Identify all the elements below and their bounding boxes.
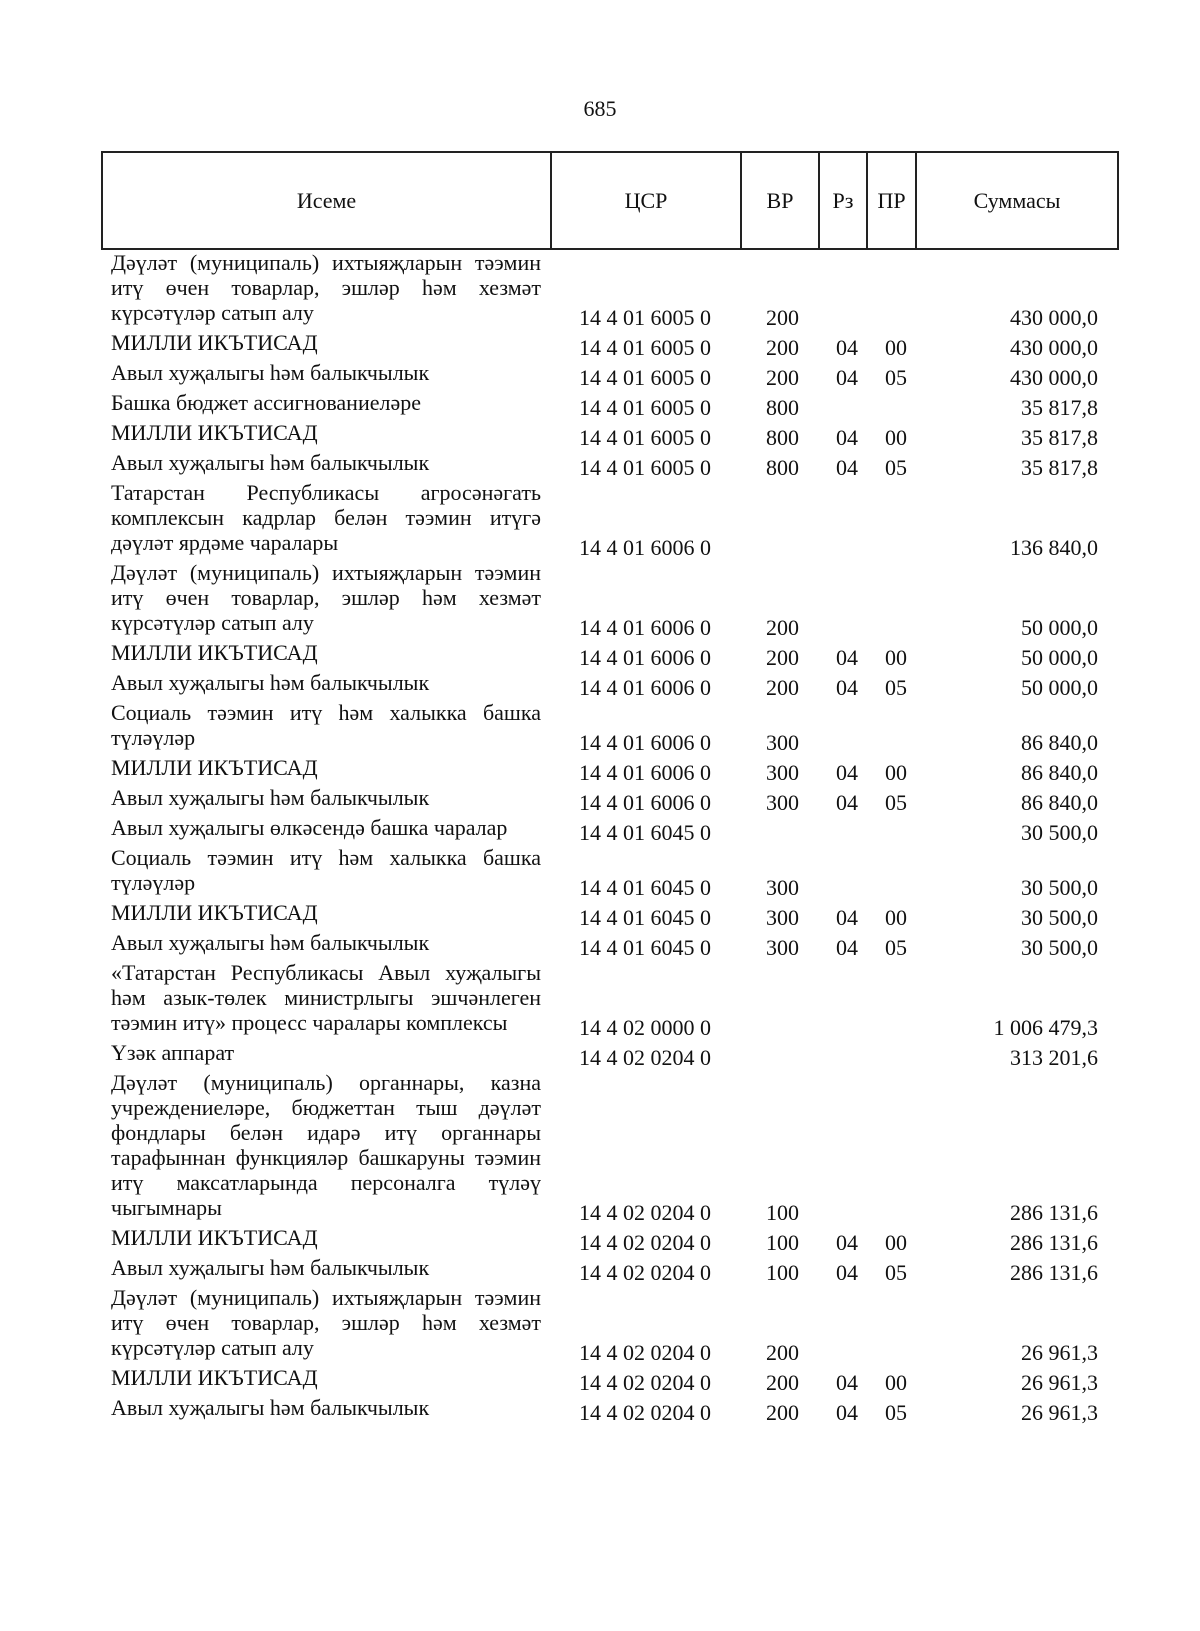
- row-pr: 05: [885, 935, 907, 960]
- row-csr: 14 4 02 0204 0: [579, 1370, 711, 1395]
- row-name: Дәүләт (муниципаль) ихтыяҗларын тәэмин итү өчен товарлар, эшләр һәм хезмәт күрсәтүләр сатып алу: [111, 560, 541, 635]
- row-sum: 30 500,0: [1021, 875, 1098, 900]
- table-row: [0, 360, 1200, 390]
- row-pr: 00: [885, 1230, 907, 1255]
- row-sum: 86 840,0: [1021, 730, 1098, 755]
- table-row: [0, 1395, 1200, 1425]
- row-csr: 14 4 01 6045 0: [579, 935, 711, 960]
- table-row: [0, 930, 1200, 960]
- table-row: [0, 815, 1200, 845]
- row-csr: 14 4 01 6006 0: [579, 535, 711, 560]
- table-row: [0, 420, 1200, 450]
- table-row: [0, 1225, 1200, 1255]
- row-sum: 1 006 479,3: [993, 1015, 1098, 1040]
- header-vr: ВР: [741, 152, 819, 249]
- row-sum: 35 817,8: [1021, 395, 1098, 420]
- row-sum: 30 500,0: [1021, 935, 1098, 960]
- table-row: [0, 480, 1200, 560]
- row-vr: 200: [766, 305, 799, 330]
- row-vr: 800: [766, 455, 799, 480]
- row-rz: 04: [836, 905, 858, 930]
- row-rz: 04: [836, 645, 858, 670]
- header-pr: ПР: [867, 152, 916, 249]
- table-body: [0, 250, 1200, 1425]
- row-name: Авыл хуҗалыгы һәм балыкчылык: [111, 785, 430, 810]
- row-name: Авыл хуҗалыгы һәм балыкчылык: [111, 1255, 430, 1280]
- row-vr: 300: [766, 905, 799, 930]
- row-name: МИЛЛИ ИКЪТИСАД: [111, 1225, 318, 1250]
- row-csr: 14 4 02 0204 0: [579, 1045, 711, 1070]
- row-rz: 04: [836, 1400, 858, 1425]
- table-header: [101, 151, 1119, 250]
- row-pr: 05: [885, 365, 907, 390]
- row-vr: 300: [766, 730, 799, 755]
- row-csr: 14 4 01 6006 0: [579, 615, 711, 640]
- row-csr: 14 4 01 6005 0: [579, 335, 711, 360]
- row-name: Социаль тәэмин итү һәм халыкка башка түләүләр: [111, 845, 541, 895]
- row-sum: 430 000,0: [1010, 335, 1098, 360]
- row-sum: 313 201,6: [1010, 1045, 1098, 1070]
- table-row: [0, 1285, 1200, 1365]
- row-name: Үзәк аппарат: [111, 1040, 235, 1065]
- table-row: [0, 390, 1200, 420]
- row-vr: 100: [766, 1230, 799, 1255]
- row-csr: 14 4 02 0204 0: [579, 1200, 711, 1225]
- table-row: [0, 250, 1200, 330]
- row-name: МИЛЛИ ИКЪТИСАД: [111, 1365, 318, 1390]
- row-sum: 30 500,0: [1021, 820, 1098, 845]
- table-row: [0, 670, 1200, 700]
- row-sum: 430 000,0: [1010, 365, 1098, 390]
- row-name: МИЛЛИ ИКЪТИСАД: [111, 900, 318, 925]
- table-row: [0, 1040, 1200, 1070]
- row-vr: 100: [766, 1260, 799, 1285]
- row-sum: 430 000,0: [1010, 305, 1098, 330]
- row-rz: 04: [836, 790, 858, 815]
- header-sum: Суммасы: [916, 152, 1118, 249]
- row-pr: 00: [885, 1370, 907, 1395]
- table-row: [0, 785, 1200, 815]
- row-csr: 14 4 02 0204 0: [579, 1400, 711, 1425]
- row-vr: 300: [766, 935, 799, 960]
- row-sum: 136 840,0: [1010, 535, 1098, 560]
- row-vr: 200: [766, 675, 799, 700]
- row-vr: 200: [766, 1340, 799, 1365]
- table-row: [0, 1070, 1200, 1225]
- row-vr: 300: [766, 875, 799, 900]
- row-sum: 26 961,3: [1021, 1370, 1098, 1395]
- row-rz: 04: [836, 760, 858, 785]
- row-sum: 286 131,6: [1010, 1200, 1098, 1225]
- row-name: Татарстан Республикасы агросәнәгать комплексын кадрлар белән тәэмин итүгә дәүләт ярдәме чаралары: [111, 480, 541, 555]
- row-name: «Татарстан Республикасы Авыл хуҗалыгы һәм азык-төлек министрлыгы эшчәнлеген тәэмин итү» процесс чаралары комплексы: [111, 960, 541, 1035]
- row-pr: 00: [885, 425, 907, 450]
- row-csr: 14 4 01 6006 0: [579, 645, 711, 670]
- row-pr: 05: [885, 1260, 907, 1285]
- row-csr: 14 4 01 6045 0: [579, 875, 711, 900]
- row-sum: 35 817,8: [1021, 455, 1098, 480]
- row-pr: 05: [885, 675, 907, 700]
- row-vr: 300: [766, 760, 799, 785]
- row-name: Дәүләт (муниципаль) ихтыяҗларын тәэмин итү өчен товарлар, эшләр һәм хезмәт күрсәтүләр сатып алу: [111, 1285, 541, 1360]
- row-name: Башка бюджет ассигнованиеләре: [111, 390, 421, 415]
- table-row: [0, 330, 1200, 360]
- row-sum: 286 131,6: [1010, 1230, 1098, 1255]
- row-sum: 86 840,0: [1021, 760, 1098, 785]
- row-sum: 50 000,0: [1021, 615, 1098, 640]
- row-vr: 800: [766, 425, 799, 450]
- table-row: [0, 900, 1200, 930]
- row-name: Авыл хуҗалыгы һәм балыкчылык: [111, 450, 430, 475]
- row-csr: 14 4 02 0000 0: [579, 1015, 711, 1040]
- table-row: [0, 450, 1200, 480]
- row-csr: 14 4 02 0204 0: [579, 1260, 711, 1285]
- row-name: Социаль тәэмин итү һәм халыкка башка түләүләр: [111, 700, 541, 750]
- table-row: [0, 845, 1200, 900]
- row-name: Авыл хуҗалыгы өлкәсендә башка чаралар: [111, 815, 508, 840]
- row-pr: 05: [885, 790, 907, 815]
- row-vr: 200: [766, 365, 799, 390]
- row-rz: 04: [836, 1260, 858, 1285]
- row-sum: 30 500,0: [1021, 905, 1098, 930]
- row-vr: 800: [766, 395, 799, 420]
- row-csr: 14 4 01 6005 0: [579, 455, 711, 480]
- row-csr: 14 4 02 0204 0: [579, 1230, 711, 1255]
- row-csr: 14 4 01 6006 0: [579, 790, 711, 815]
- header-csr: ЦСР: [551, 152, 741, 249]
- row-sum: 26 961,3: [1021, 1340, 1098, 1365]
- row-rz: 04: [836, 1370, 858, 1395]
- table-row: [0, 960, 1200, 1040]
- row-rz: 04: [836, 365, 858, 390]
- row-csr: 14 4 01 6045 0: [579, 905, 711, 930]
- row-csr: 14 4 01 6005 0: [579, 395, 711, 420]
- row-name: Дәүләт (муниципаль) ихтыяҗларын тәэмин итү өчен товарлар, эшләр һәм хезмәт күрсәтүләр сатып алу: [111, 250, 541, 325]
- row-pr: 05: [885, 1400, 907, 1425]
- row-vr: 100: [766, 1200, 799, 1225]
- row-name: Авыл хуҗалыгы һәм балыкчылык: [111, 360, 430, 385]
- row-name: Авыл хуҗалыгы һәм балыкчылык: [111, 1395, 430, 1420]
- row-rz: 04: [836, 1230, 858, 1255]
- row-vr: 200: [766, 1400, 799, 1425]
- row-csr: 14 4 01 6005 0: [579, 365, 711, 390]
- row-name: МИЛЛИ ИКЪТИСАД: [111, 330, 318, 355]
- row-name: Авыл хуҗалыгы һәм балыкчылык: [111, 670, 430, 695]
- table-row: [0, 1255, 1200, 1285]
- row-csr: 14 4 01 6005 0: [579, 305, 711, 330]
- row-csr: 14 4 01 6045 0: [579, 820, 711, 845]
- table-row: [0, 755, 1200, 785]
- row-rz: 04: [836, 425, 858, 450]
- row-sum: 50 000,0: [1021, 675, 1098, 700]
- row-vr: 300: [766, 790, 799, 815]
- row-csr: 14 4 01 6006 0: [579, 730, 711, 755]
- row-pr: 00: [885, 335, 907, 360]
- row-sum: 50 000,0: [1021, 645, 1098, 670]
- row-name: Авыл хуҗалыгы һәм балыкчылык: [111, 930, 430, 955]
- row-sum: 86 840,0: [1021, 790, 1098, 815]
- row-rz: 04: [836, 935, 858, 960]
- row-sum: 35 817,8: [1021, 425, 1098, 450]
- row-pr: 00: [885, 760, 907, 785]
- header-name: Исеме: [102, 152, 551, 249]
- row-vr: 200: [766, 645, 799, 670]
- table-row: [0, 640, 1200, 670]
- row-rz: 04: [836, 455, 858, 480]
- row-rz: 04: [836, 675, 858, 700]
- row-vr: 200: [766, 615, 799, 640]
- page-number: 685: [583, 96, 617, 121]
- row-csr: 14 4 01 6006 0: [579, 760, 711, 785]
- row-csr: 14 4 01 6006 0: [579, 675, 711, 700]
- row-csr: 14 4 02 0204 0: [579, 1340, 711, 1365]
- table-row: [0, 1365, 1200, 1395]
- table-row: [0, 560, 1200, 640]
- row-sum: 286 131,6: [1010, 1260, 1098, 1285]
- row-vr: 200: [766, 335, 799, 360]
- row-vr: 200: [766, 1370, 799, 1395]
- row-sum: 26 961,3: [1021, 1400, 1098, 1425]
- row-pr: 00: [885, 905, 907, 930]
- header-rz: Рз: [819, 152, 867, 249]
- row-pr: 05: [885, 455, 907, 480]
- row-name: МИЛЛИ ИКЪТИСАД: [111, 640, 318, 665]
- row-name: Дәүләт (муниципаль) органнары, казна учреждениеләре, бюджеттан тыш дәүләт фондлары белән идарә итү органнары тарафыннан функцияләр башкаруны тәэмин итү максатларында персоналга түләү чыгымнары: [111, 1070, 541, 1220]
- table-row: [0, 700, 1200, 755]
- row-name: МИЛЛИ ИКЪТИСАД: [111, 420, 318, 445]
- row-csr: 14 4 01 6005 0: [579, 425, 711, 450]
- row-rz: 04: [836, 335, 858, 360]
- row-name: МИЛЛИ ИКЪТИСАД: [111, 755, 318, 780]
- row-pr: 00: [885, 645, 907, 670]
